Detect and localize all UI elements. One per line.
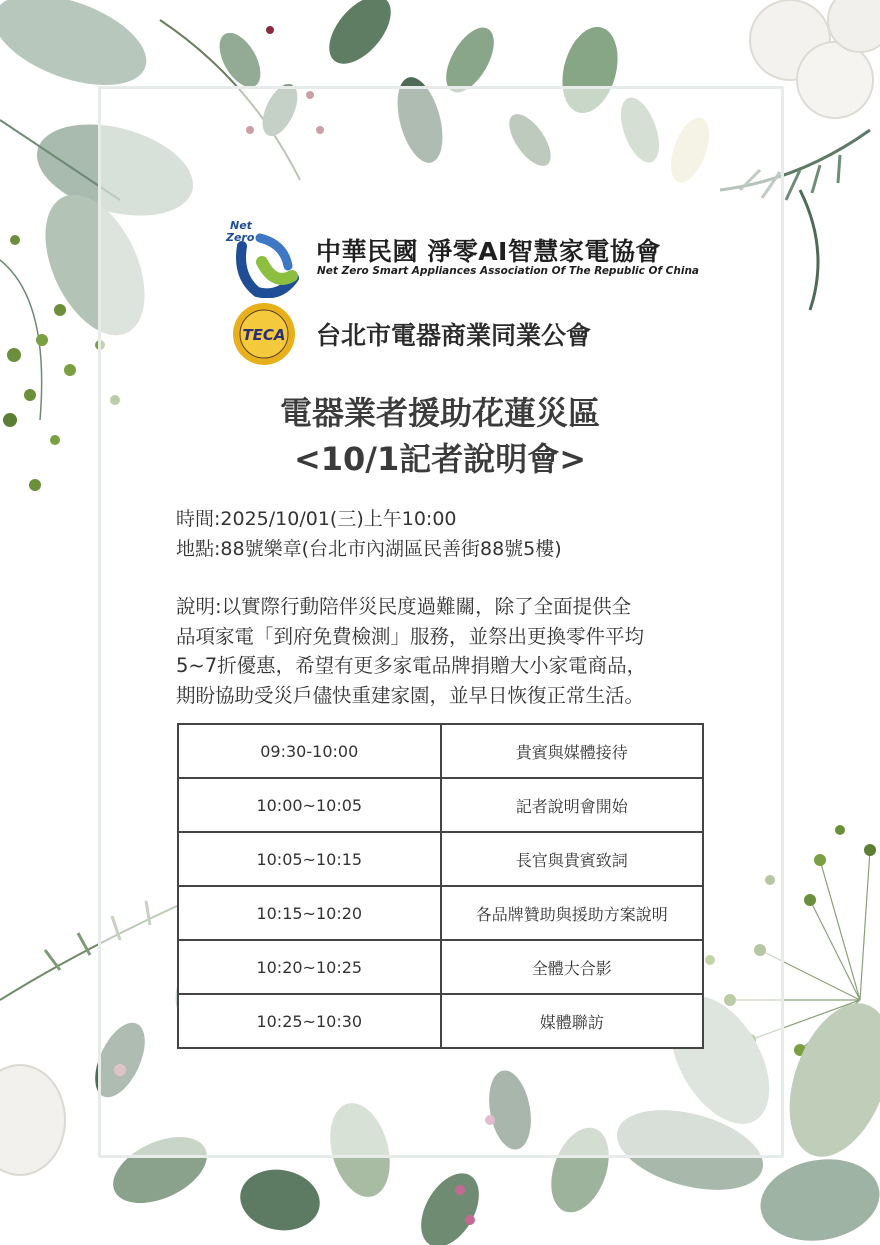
netzero-logo [222, 216, 304, 298]
org1-name: 中華民國 淨零AI智慧家電協會 [316, 237, 661, 266]
event-title: 電器業者援助花蓮災區 [279, 394, 600, 432]
schedule-time: 10:15~10:20 [178, 886, 441, 940]
teca-logo-text: TECA [242, 326, 286, 344]
table-row [178, 832, 703, 886]
table-row [178, 778, 703, 832]
schedule-item: 全體大合影 [441, 940, 704, 994]
schedule-item: 媒體聯訪 [441, 994, 704, 1048]
teca-logo [232, 302, 296, 366]
org1-english-name: Net Zero Smart Appliances Association Of The Republic Of China [317, 265, 700, 277]
description-line: 品項家電「到府免費檢測」服務，並祭出更換零件平均 [176, 624, 645, 648]
table-row [178, 994, 703, 1048]
table-row [178, 886, 703, 940]
schedule-table [177, 723, 704, 1049]
event-description [176, 592, 716, 710]
org2-name: 台北市電器商業同業公會 [316, 321, 592, 350]
schedule-item: 記者說明會開始 [441, 778, 704, 832]
schedule-time: 10:05~10:15 [178, 832, 441, 886]
table-row [178, 724, 703, 778]
description-line: 說明:以實際行動陪伴災民度過難關，除了全面提供全 [176, 595, 632, 618]
table-row [178, 940, 703, 994]
schedule-item: 各品牌贊助與援助方案說明 [441, 886, 704, 940]
schedule-item: 貴賓與媒體接待 [441, 724, 704, 778]
schedule-time: 10:20~10:25 [178, 940, 441, 994]
description-line: 期盼協助受災戶儘快重建家園，並早日恢復正常生活。 [176, 683, 645, 707]
netzero-logo-text-1: Net [230, 219, 252, 232]
schedule-time: 10:25~10:30 [178, 994, 441, 1048]
schedule-item: 長官與貴賓致詞 [441, 832, 704, 886]
netzero-logo-text-2: Zero [226, 231, 255, 244]
description-line: 5~7折優惠，希望有更多家電品牌捐贈大小家電商品， [176, 654, 647, 677]
schedule-time: 09:30-10:00 [178, 724, 441, 778]
event-place: 地點:88號樂章(台北市內湖區民善街88號5樓) [176, 538, 562, 560]
schedule-time: 10:00~10:05 [178, 778, 441, 832]
event-time: 時間:2025/10/01(三)上午10:00 [176, 508, 457, 530]
event-subtitle: <10/1記者說明會> [293, 440, 587, 478]
